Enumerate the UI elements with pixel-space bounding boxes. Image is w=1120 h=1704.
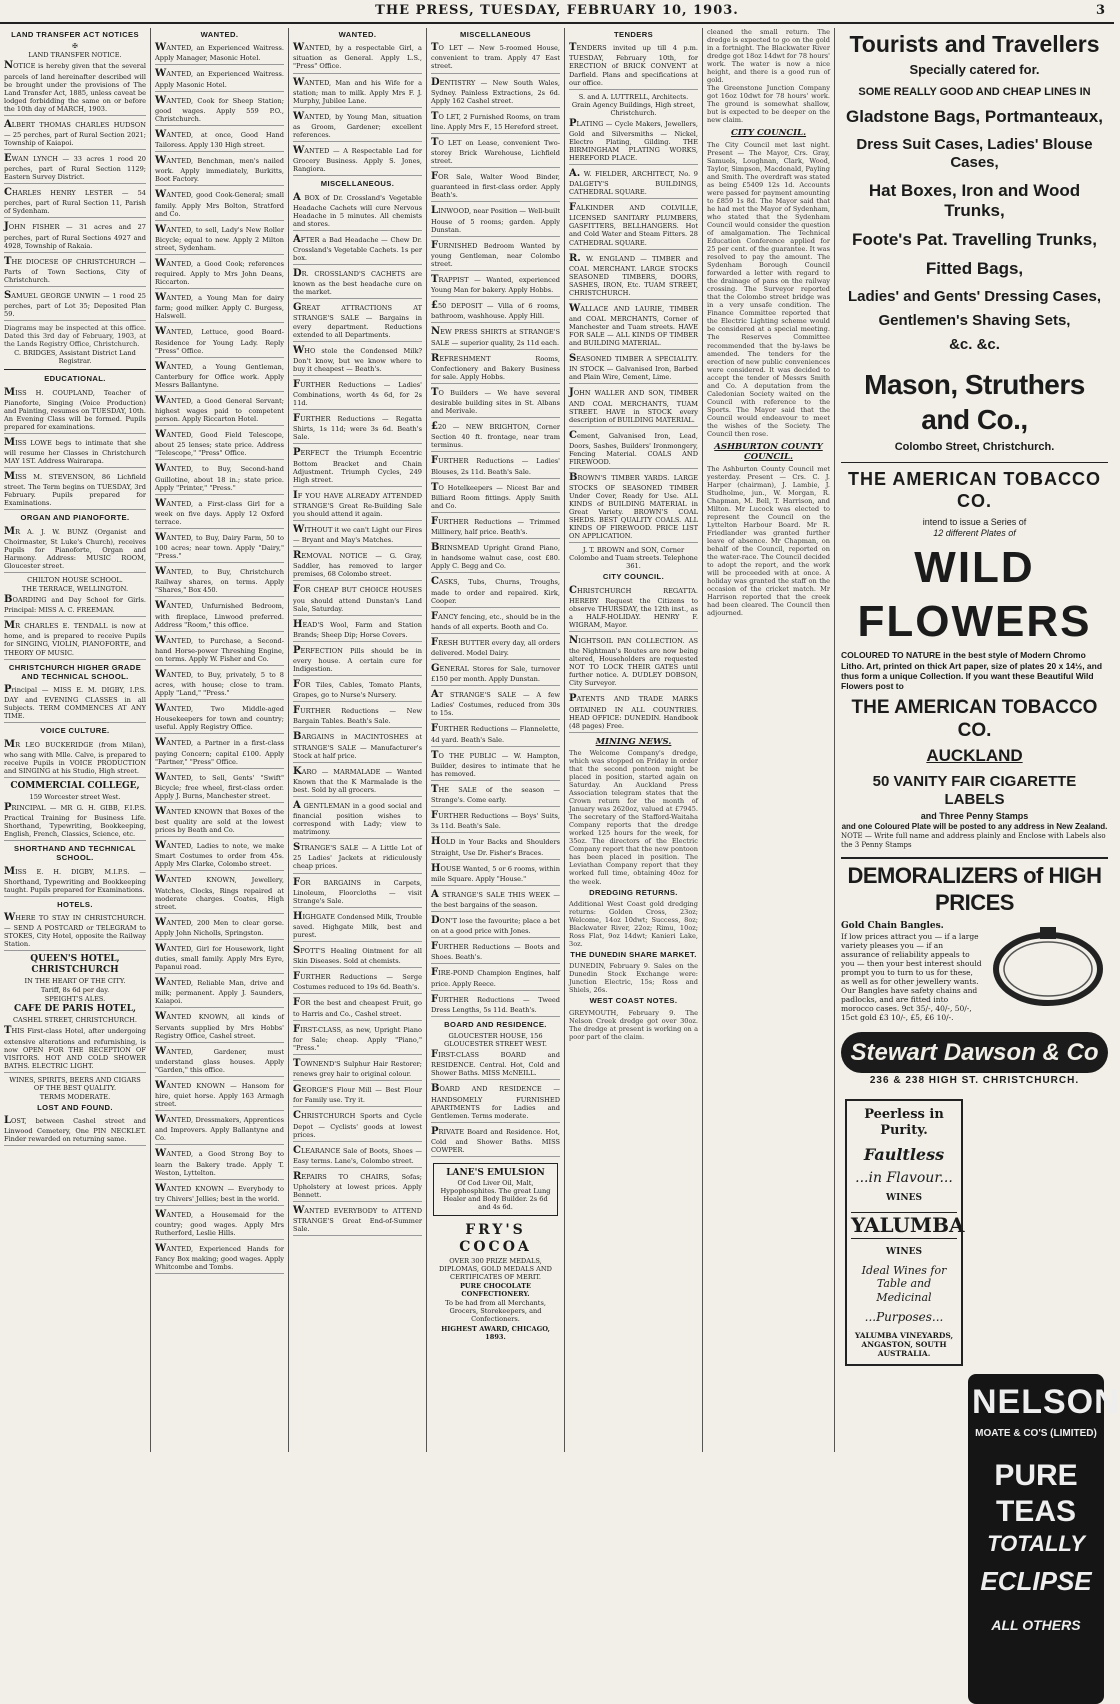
miscellaneous-ad: FURTHER Reductions — Boots and Shoes. Beath's. — [431, 941, 560, 964]
miscellaneous-ad: BARGAINS in MACINTOSHES at STRANGE'S SALE — Manufacturer's Stock at half price. — [293, 731, 422, 762]
bangle-illustration — [988, 921, 1108, 1016]
column-1 — [0, 28, 150, 1452]
miscellaneous-ad: IF YOU HAVE ALREADY ATTENDED STRANGE'S Great Re-Building Sale you should attend it again. — [293, 490, 422, 521]
browns-ad: BROWN'S TIMBER YARDS. LARGE STOCKS OF SEASONED TIMBER Under Cover, Ready for Use. ALL KINDS of BUILDING MATERIAL in Great Variety. BROWN'S COAL SHEDS. BEST QUALITY COALS. ALL KINDS OF FIREWOOD. PRICE LIST ON APPLICATION. — [569, 472, 698, 543]
miscellaneous-ad: TO LET, 2 Furnished Rooms, on tram line. Apply Mrs F., 15 Hereford street. — [431, 111, 560, 134]
miscellaneous-ad: STRANGE'S SALE — A Little Lot of 25 Ladies' Jackets at ridiculously cheap prices. — [293, 842, 422, 873]
miscellaneous-ad: FIRE-POND Champion Engines, half price. Apply Reece. — [431, 967, 560, 990]
miscellaneous-ad: TOWNEND'S Sulphur Hair Restorer; renews grey hair to original colour. — [293, 1058, 422, 1081]
voice-ad: MR LEO BUCKERIDGE (from Milan), who sang with Mlle. Calve, is prepared to receive Pupils in VOICE PRODUCTION and SINGING at his Studio, High street. — [4, 739, 146, 778]
column-5 — [564, 28, 702, 1452]
column-3 — [288, 28, 426, 1452]
miscellaneous-ad: FURTHER Reductions — Trimmed Millinery, half price. Beath's. — [431, 516, 560, 539]
wild-flowers-title: WILD FLOWERS — [857, 543, 1092, 646]
stewart-dawson-logo: Stewart Dawson & Co — [841, 1032, 1108, 1073]
nelson-totally: TOTALLY — [987, 1530, 1085, 1556]
section-heading-ashburton: ASHBURTON COUNTY COUNCIL. — [714, 441, 823, 463]
wanted-ad: WANTED, a Partner in a first-class paying Concern; capital £100. Apply "Partner," "Press" Office. — [155, 737, 284, 768]
miscellaneous-ad: FOR Sale, Walter Wood Binder, guaranteed in first-class order. Apply Beath's. — [431, 171, 560, 202]
miscellaneous-ad: FURTHER Reductions — Ladies' Combinations, worth 4s 6d, for 2s 11d. — [293, 379, 422, 410]
coloured-plate-note: and one Coloured Plate will be posted to any address in New Zealand. — [841, 822, 1108, 832]
wanted-ad: WANTED, Dressmakers, Apprentices and Improvers. Apply Ballantyne and Co. — [155, 1114, 284, 1145]
tourists-item: Hat Boxes, Iron and Wood Trunks, — [868, 180, 1081, 221]
miscellaneous-ad: FURNISHED Bedroom Wanted by young Gentleman, near Colombo street. — [431, 240, 560, 271]
wanted-ad: WANTED KNOWN — Everybody to try Chivers' Jellies; best in the world. — [155, 1183, 284, 1206]
gloucester-house: GLOUCESTER HOUSE, 156 GLOUCESTER STREET WEST. — [444, 1032, 547, 1049]
miscellaneous-ad: £20 — NEW BRIGHTON, Corner Section 40 ft. frontage, near tram terminus. — [431, 421, 560, 452]
commercial-college-title: COMMERCIAL COLLEGE, — [10, 780, 140, 791]
miscellaneous-ad: PERFECT the Triumph Eccentric Bottom Bracket and Chain Adjustment. Triumph Cycles, 249 High street. — [293, 447, 422, 486]
falkinder-ad: FALKINDER AND COLVILLE, LICENSED SANITARY PLUMBERS, GASFITTERS, BELLHANGERS. Hot and Cold Water and Steam Fitters. 28 CATHEDRAL SQUARE. — [569, 202, 698, 249]
miscellaneous-ad: A STRANGE'S SALE THIS WEEK — the best bargains of the season. — [431, 889, 560, 912]
wanted-ad: WANTED, a Good Cook; references required. Apply to Mrs John Deans, Riccarton. — [155, 258, 284, 289]
yalumba-ideal-wines: Ideal Wines for Table and Medicinal — [861, 1263, 947, 1304]
wanted-ad: WANTED, to sell, Lady's New Roller Bicycle; equal to new. Apply 2 Milton street, Sydenham. — [155, 224, 284, 255]
wanted-ad: WANTED, Man and his Wife for a station; man to milk. Apply Mrs F. J. Murphy, Jubilee Lane. — [293, 77, 422, 108]
miscellaneous-ad: KARO — MARMALADE — Wanted Known that the K Marmalade is the best. Sold by all grocers. — [293, 766, 422, 797]
divider — [4, 369, 146, 370]
frys-cocoa-chocolate: PURE CHOCOLATE CONFECTIONERY. — [459, 1282, 532, 1299]
frys-cocoa-medals: OVER 300 PRIZE MEDALS, DIPLOMAS, GOLD MEDALS AND CERTIFICATES OF MERIT. — [439, 1257, 552, 1282]
masthead — [0, 0, 1114, 24]
wanted-ad: WANTED, Unfurnished Bedroom, with fireplace, Linwood preferred. Address "Room," this office. — [155, 600, 284, 631]
frys-cocoa-title: FRY'S COCOA — [459, 1222, 532, 1256]
patents-ad: PATENTS AND TRADE MARKS OBTAINED IN ALL COUNTRIES. HEAD OFFICE: DUNEDIN. Handbook (48 pages) Free. — [569, 693, 698, 732]
wanted-ad: WANTED, Gardener, must understand glass houses. Apply "Garden," this office. — [155, 1046, 284, 1077]
west-coast-text: GREYMOUTH, February 9. The Nelson Creek dredge got over 30oz. The dredge at present is working on a poor part of the claim. — [569, 1008, 698, 1041]
write-address-note: NOTE — Write full name and address plainly and Enclose with Labels also the 3 Penny Stamps — [841, 832, 1106, 849]
wanted-ad: WANTED, Girl for Housework, light duties, small family. Apply Mrs Eyre, Papanui road. — [155, 943, 284, 974]
miscellaneous-ad: AT STRANGE'S SALE — A few Ladies' Costumes, reduced from 30s to 15s. — [431, 689, 560, 720]
wanted-ad: WANTED, to Buy, Christchurch Railway shares, on terms. Apply "Shares," Box 450. — [155, 566, 284, 597]
gold-bangles-ad — [841, 921, 982, 1022]
school-name: CHILTON HOUSE SCHOOL. — [27, 575, 123, 584]
commercial-college-address: 159 Worcester street West. — [29, 792, 121, 801]
wanted-ad: WANTED, Benchman, men's nailed work. Apply immediately, Burkitts, Boot Factory. — [155, 155, 284, 186]
miscellaneous-ad: CASKS, Tubs, Churns, Troughs, made to order and repaired. Kirk, Cooper. — [431, 576, 560, 607]
dunedin-text: DUNEDIN, February 9. Sales on the Dunedin Stock Exchange were: Junction Electric, 15s; Ross and Shiels, 26s. — [569, 962, 698, 995]
yalumba-faultless: Faultless — [863, 1144, 945, 1164]
mining-continued: cleaned the small return. The dredge is expected to go on the gold in a fortnight. The Blackwater River dredge got 18oz 14dwt for 78 hours' work. The water is now a nice height, and there is a good run of gold. — [707, 28, 830, 85]
tourists-item: Fitted Bags, — [925, 258, 1024, 278]
wanted-ad: WANTED, good Cook-General; small family. Apply Mrs Bolton, Stratford and Co. — [155, 189, 284, 220]
miscellaneous-ad: SPOTT'S Healing Ointment for all Skin Diseases. Sold at chemists. — [293, 945, 422, 968]
american-tobacco-address: THE AMERICAN TOBACCO CO. — [851, 696, 1098, 741]
miscellaneous-ad: TO Builders — We have several desirable building sites in St. Albans and Merivale. — [431, 387, 560, 418]
tourists-sub: Specially catered for. — [909, 62, 1040, 78]
regatta-notice: CHRISTCHURCH REGATTA. HEREBY Request the Citizens to observe THURSDAY, the 12th inst., as a HALF-HOLIDAY. HENRY F. WIGRAM, Mayor. — [569, 585, 698, 632]
yalumba-ad — [845, 1099, 963, 1366]
miscellaneous-ad: AFTER a Bad Headache — Chew Dr. Crossland's Vegetable Cachets. 1s per box. — [293, 234, 422, 265]
wanted-ad: WANTED, an Experienced Waitress. Apply Manager, Masonic Hotel. — [155, 42, 284, 65]
wanted-ad: WANTED KNOWN, Jewellery, Watches, Clocks, Rings repaired at moderate charges. Coates, High street. — [155, 874, 284, 913]
wanted-ad: WANTED — A Respectable Lad for Grocery Business. Apply S. Jones, Rangiora. — [293, 145, 422, 176]
wanted-ad: WANTED KNOWN that Boxes of the best quality are sold at the lowest prices by Beath and Co. — [155, 806, 284, 837]
nelson-name: NELSON — [972, 1383, 1120, 1422]
auckland-address: AUCKLAND — [926, 746, 1023, 766]
miscellaneous-ad: TO THE PUBLIC — W. Hampton, Builder, desires to intimate that he has removed. — [431, 750, 560, 781]
plating-ad: PLATING — Cycle Makers, Jewellers, Gold and Silversmiths — Nickel, Electro Plating, Gilding. THE BIRMINGHAM PLATING WORKS, HEREFORD PLACE. — [569, 118, 698, 165]
section-heading-dredging: DREDGING RETURNS. — [589, 887, 678, 897]
miscellaneous-ad: FURTHER Reductions — Flannelette, 4d yard. Beath's Sale. — [431, 723, 560, 746]
miscellaneous-ad: THE SALE of the season — Strange's. Come early. — [431, 784, 560, 807]
miscellaneous-ad: FRESH BUTTER every day, all orders delivered. Model Dairy. — [431, 637, 560, 660]
miscellaneous-list — [431, 42, 560, 1017]
column-6 — [702, 28, 834, 1452]
miscellaneous-ad: BRINSMEAD Upright Grand Piano, in handsome walnut case, cost £80. Apply C. Begg and Co. — [431, 542, 560, 573]
column-2 — [150, 28, 288, 1452]
miscellaneous-ad: TO Hotelkeepers — Nicest Bar and Billiard Room fittings. Apply Smith and Co. — [431, 482, 560, 513]
miscellaneous-ad: FOR Tiles, Cables, Tomato Plants, Grapes, go to Nurse's Nursery. — [293, 679, 422, 702]
cafe-de-paris-wines: WINES, SPIRITS, BEERS AND CIGARS OF THE BEST QUALITY. — [9, 1075, 141, 1092]
section-heading-city-council: CITY COUNCIL. — [602, 572, 665, 582]
tendall-ad: MR CHARLES E. TENDALL is now at home, and is prepared to receive Pupils for SINGING, VIOLIN, PIANOFORTE, and THEORY OF MUSIC. — [4, 620, 146, 659]
section-heading-voice: VOICE CULTURE. — [40, 726, 110, 736]
wanted-ad: WANTED, a Young Gentleman, Canterbury for Office work. Apply Messrs Ballantyne. — [155, 361, 284, 392]
section-heading-tenders: TENDERS — [613, 30, 654, 39]
newspaper-title: THE PRESS, TUESDAY, FEBRUARY 10, 1903. — [375, 3, 739, 18]
miscellaneous-ad: A BOX of Dr. Crossland's Vegetable Headache Cachets will cure Nervous Headache in 5 minutes. All chemists and stores. — [293, 192, 422, 231]
wanted-ad: WANTED, a Young Man for dairy farm; good milker. Apply C. Burgess, Halswell. — [155, 292, 284, 323]
wanted-ad: WANTED, Two Middle-aged Housekeepers for town and country; useful. Apply Registry Office. — [155, 703, 284, 734]
section-heading-miscellaneous: MISCELLANEOUS. — [320, 179, 395, 189]
tourists-item: Gladstone Bags, Portmanteaux, — [846, 107, 1103, 127]
queens-hotel-ales: SPEIGHT'S ALES. — [44, 995, 106, 1004]
miscellaneous-ad: CLEARANCE Sale of Boots, Shoes — Easy terms. Lane's, Colombo street. — [293, 1145, 422, 1168]
wanted-ad: WANTED, by Young Man, situation as Groom, Gardener; excellent references. — [293, 111, 422, 142]
section-heading-board: BOARD AND RESIDENCE. — [444, 1019, 547, 1029]
miscellaneous-ad: £50 DEPOSIT — Villa of 6 rooms, bathroom, washhouse. Apply Hill. — [431, 300, 560, 323]
miscellaneous-ad: GREAT ATTRACTIONS AT STRANGE'S SALE — Bargains in every department. Reductions extended to all Departments. — [293, 302, 422, 341]
wanted-ad: WANTED, Experienced Hands for Fancy Box making; good wages. Apply Whitcombe and Tombs. — [155, 1243, 284, 1274]
section-heading-shorthand: SHORTHAND AND TECHNICAL SCHOOL. — [14, 844, 136, 863]
tender-signature: S. and A. LUTTRELL, Architects. Grain Agency Buildings, High street, Christchurch. — [571, 92, 696, 117]
miscellaneous-ad: PERFECTION Pills should be in every house. A certain cure for Indigestion. — [293, 645, 422, 676]
page-number: 3 — [1095, 3, 1106, 18]
land-item: SAMUEL GEORGE UNWIN — 1 rood 25 perches, part of Lot 35; Deposited Plan 59. — [4, 290, 146, 321]
mining-continued-2: The Greenstone Junction Company got 16oz 10dwt for 78 hours' work. The ground is somewhat shallow, but is expected to be deeper on the new claim. — [707, 84, 830, 125]
miscellaneous-ad: WHO stole the Condensed Milk? Don't know, but we know where to buy it cheapest — Beath's. — [293, 345, 422, 376]
cafe-de-paris-address: CASHEL STREET, CHRISTCHURCH. — [13, 1016, 137, 1025]
wanted-ad: WANTED, Lettuce, good Board-Residence for Young Lady. Reply "Press" Office. — [155, 326, 284, 357]
yalumba-purposes: ...Purposes... — [864, 1310, 944, 1325]
emulsion-ad — [433, 1163, 558, 1216]
american-tobacco-title: THE AMERICAN TOBACCO CO. — [848, 469, 1101, 512]
wanted-ad: WANTED, a Good General Servant; highest wages paid to competent person. Apply Riccarton Hotel. — [155, 395, 284, 426]
wanted-ad: WANTED, a Good Strong Boy to learn the Bakery trade. Apply T. Weston, Lyttelton. — [155, 1148, 284, 1179]
section-heading-hotels: HOTELS. — [57, 899, 93, 909]
miscellaneous-ad: REFRESHMENT Rooms, Confectionery and Bakery Business for sale. Apply Hobbs. — [431, 353, 560, 384]
miscellaneous-ad: REPAIRS TO CHAIRS, Sofas; Upholstery at lowest prices. Apply Bennett. — [293, 1171, 422, 1202]
school-address: THE TERRACE, WELLINGTON. — [21, 585, 129, 593]
land-item: EWAN LYNCH — 33 acres 1 rood 20 perches, part of Rural Section 1129; Eastern Survey District. — [4, 153, 146, 184]
nelson-teas: TEAS — [995, 1495, 1076, 1529]
wanted-ad: WANTED KNOWN — Hansom for hire, quiet horse. Apply 163 Armagh street. — [155, 1080, 284, 1111]
miscellaneous-ad: FURTHER Reductions — Boys' Suits, 3s 11d. Beath's Sale. — [431, 810, 560, 833]
emulsion-title: LANE'S EMULSION — [446, 1168, 545, 1178]
land-footer: Diagrams may be inspected at this office. Dated this 3rd day of February, 1903, at the Lands Registry Office, Christchurch. — [4, 324, 146, 349]
miscellaneous-ad: DON'T lose the favourite; place a bet on at a good price with Jones. — [431, 915, 560, 938]
frys-cocoa-stockists: To be had from all Merchants, Grocers, Storekeepers, and Confectioners. — [445, 1299, 546, 1324]
land-item: THE DIOCESE OF CHRISTCHURCH — Parts of Town Sections, City of Christchurch. — [4, 256, 146, 287]
miscellaneous-ad: FOR CHEAP BUT CHOICE HOUSES you should attend Dunstan's Land Sale, Saturday. — [293, 584, 422, 615]
column-7-display-ads — [834, 28, 1120, 1634]
miscellaneous-ad: GENERAL Stores for Sale, turnover £150 per month. Apply Dunstan. — [431, 663, 560, 686]
wanted-ad: WANTED, to Buy, Dairy Farm, 50 to 100 acres; near town. Apply "Dairy," "Press." — [155, 532, 284, 563]
board-ad: PRIVATE Board and Residence. Hot, Cold and Shower Baths. MISS COWPER. — [431, 1126, 560, 1157]
section-heading-organ: ORGAN AND PIANOFORTE. — [20, 513, 130, 523]
section-heading-land: LAND TRANSFER ACT NOTICES — [11, 30, 139, 39]
shorthand-ad: MISS E. H. DIGBY, M.I.P.S. — Shorthand, Typewriting and Bookkeeping taught. Pupils prepared for Examinations. — [4, 866, 146, 897]
tourists-lines: SOME REALLY GOOD AND CHEAP LINES IN — [858, 85, 1091, 98]
organ-ad: MR A. J. W. BUNZ (Organist and Choirmaster, St Luke's Church), receives Pupils for Pianoforte, Organ and Harmony. Address: MUSIC ROOM, Gloucester street. — [4, 526, 146, 573]
tourists-title: Tourists and Travellers — [849, 31, 1100, 57]
miscellaneous-ad: FIRST-CLASS, as new, Upright Piano for Sale; cheap. Apply "Piano," "Press." — [293, 1024, 422, 1055]
wanted-ad: WANTED, 200 Men to clear gorse. Apply John Nicholls, Springston. — [155, 917, 284, 940]
miscellaneous-ad: A GENTLEMAN in a good social and financial position wishes to correspond with Lady; view to matrimony. — [293, 800, 422, 839]
hotel-ad: WHERE TO STAY IN CHRISTCHURCH. — SEND A POSTCARD or TELEGRAM to STOKES, City Hotel, opposite the Railway Station. — [4, 912, 146, 951]
nelson-teas-ad — [968, 1374, 1120, 1704]
american-tobacco-intend: intend to issue a Series of — [922, 517, 1027, 528]
tourists-item: Foote's Pat. Travelling Trunks, — [852, 230, 1097, 250]
nightsoil-notice: NIGHTSOIL PAN COLLECTION. AS the Nightman's Routes are now being altered, Householders are requested NOT TO LOCK THEIR GATES until further notice. A. DUDLEY DOBSON, City Surveyor. — [569, 635, 698, 690]
fielder-ad: A. W. FIELDER, ARCHITECT, No. 9 DALGETY'S BUILDINGS, CATHEDRAL SQUARE. — [569, 168, 698, 199]
yalumba-vineyards: YALUMBA VINEYARDS, ANGASTON, SOUTH AUSTRALIA. — [854, 1330, 954, 1358]
land-notice-title: LAND TRANSFER NOTICE. — [28, 51, 122, 60]
gold-bangles-text: If low prices attract you — if a large variety pleases you — if an assurance of reliability appeals to you — then your best interest should prompt you to turn to us for these, as well as for other jewellery wants. Our Bangles have safety chains and padlocks, and are fitted into morocco cases. 9ct 35/-, 40/-, 50/-, 15ct gold £3 10/-, £5, £6 10/-. — [841, 931, 982, 1022]
technical-ad: Principal — MISS E. M. DIGBY, I.P.S. DAY and EVENING CLASSES in all Subjects. TERM COMMENCES AT ANY TIME. — [4, 684, 146, 723]
cafe-de-paris-terms: TERMS MODERATE. — [39, 1092, 111, 1101]
land-item: ALBERT THOMAS CHARLES HUDSON — 25 perches, part of Rural Section 2021; Township of Kaiapoi. — [4, 119, 146, 150]
miscellaneous-ad: WITHOUT it we can't Light our Fires — Bryant and May's Matches. — [293, 524, 422, 547]
section-heading-dunedin: THE DUNEDIN SHARE MARKET. — [570, 949, 697, 959]
miscellaneous-ad: TO LET — New 5-roomed House, convenient to tram. Apply 47 East street. — [431, 42, 560, 73]
tender-ad: TENDERS invited up till 4 p.m. TUESDAY, February 10th, for ERECTION of BRICK CONVENT at Darfield. Plans and specifications at our office. — [569, 42, 698, 89]
miscellaneous-ad: HOUSE Wanted, 5 or 6 rooms, within mile Square. Apply "House." — [431, 863, 560, 886]
wanted-ad: WANTED, by a respectable Girl, a situation as General. Apply L.S., "Press" Office. — [293, 42, 422, 73]
miscellaneous-ad: NEW PRESS SHIRTS at STRANGE'S SALE — superior quality, 2s 11d each. — [431, 326, 560, 349]
mason-struthers-title: Mason, Struthers and Co., — [864, 369, 1085, 435]
wanted-ad: WANTED, Good Field Telescope, about 25 lenses; state price. Address "Telescope," "Press" Office. — [155, 429, 284, 460]
section-heading-technical: CHRISTCHURCH HIGHER GRADE AND TECHNICAL SCHOOL. — [8, 662, 142, 681]
tourists-item: Gentlemen's Shaving Sets, — [878, 311, 1071, 329]
section-heading-wanted: WANTED. — [338, 30, 377, 39]
bangle-icon — [988, 921, 1108, 1016]
wanted-ad: WANTED, a First-class Girl for a week on five days. Apply 12 Oxford terrace. — [155, 498, 284, 529]
miscellaneous-ad: DENTISTRY — New South Wales, Sydney. Painless Extractions, 2s 6d. Apply 162 Cashel street. — [431, 77, 560, 108]
miscellaneous-ad: HOLD in Your Backs and Shoulders Straight, Use Dr. Fisher's Braces. — [431, 836, 560, 859]
miscellaneous-ad: FURTHER Reductions — Ladies' Blouses, 2s 11d. Beath's Sale. — [431, 455, 560, 478]
land-item: JOHN FISHER — 31 acres and 27 perches, part of Rural Sections 4927 and 4928, Township of Rakaia. — [4, 221, 146, 252]
section-heading-city-council: CITY COUNCIL. — [730, 128, 807, 139]
browns-signature: J. T. BROWN and SON, Corner Colombo and Tuam streets. Telephone 361. — [569, 546, 698, 571]
divider — [841, 462, 1108, 463]
edu-ad: MISS H. COUPLAND, Teacher of Pianoforte, Singing (Voice Production) and Painting, resumes on TUESDAY, 10th. An Evening Class will be formed. Pupils prepared for examinations. — [4, 387, 146, 434]
miscellaneous-ad: WANTED EVERYBODY to ATTEND STRANGE'S Great End-of-Summer Sale. — [293, 1205, 422, 1236]
wanted-ad: WANTED KNOWN, all kinds of Servants supplied by Mrs Hobbs' Registry Office, Cashel street. — [155, 1011, 284, 1042]
miscellaneous-ad: HIGHGATE Condensed Milk, Trouble saved. Highgate Milk, best and purest. — [293, 911, 422, 942]
column-4 — [426, 28, 564, 1452]
queens-hotel-title: QUEEN'S HOTEL, CHRISTCHURCH — [30, 954, 120, 976]
tourists-item: Dress Suit Cases, Ladies' Blouse Cases, — [856, 136, 1093, 172]
wanted-list — [293, 42, 422, 176]
nelson-all-others: ALL OTHERS — [991, 1617, 1081, 1634]
miscellaneous-ad: TO LET on Lease, convenient Two-storey Brick Warehouse, Lichfield street. — [431, 137, 560, 168]
vanity-fair-labels: 50 VANITY FAIR CIGARETTE LABELS — [872, 772, 1077, 809]
wanted-ad: WANTED, Ladies to note, we make Smart Costumes to order from 45s. Apply Mrs Clarke, Colombo street. — [155, 840, 284, 871]
wanted-ad: WANTED, at once, Good Hand Tailoress. Apply 130 High street. — [155, 129, 284, 152]
crest-icon: ✠ — [72, 42, 78, 51]
mason-struthers-address: Colombo Street, Christchurch. — [894, 440, 1055, 453]
demoralizers-title: DEMORALIZERS of HIGH PRICES — [841, 857, 1108, 917]
dredging-text: Additional West Coast gold dredging returns: Golden Cross, 23oz; Welcome, 14oz 10dwt; Success, 8oz; Blackwater River, 22oz; Rimu, 10oz; Ross Flat, 9oz 14dwt; Kanieri Lake, 3oz. — [569, 899, 698, 948]
miscellaneous-ad: LINWOOD, near Position — Well-built House of 5 rooms; garden. Apply Dunstan. — [431, 205, 560, 236]
wanted-ad: WANTED, to Buy, privately, 5 to 8 acres, with house; close to tram. Apply "Land," "Press." — [155, 669, 284, 700]
american-tobacco-plates: 12 different Plates of — [933, 528, 1016, 539]
miscellaneous-ad: FOR BARGAINS in Carpets, Linoleum, Floorcloths — visit Strange's Sale. — [293, 877, 422, 908]
miscellaneous-ad: FURTHER Reductions — Tweed Dress Lengths, 5s 11d. Beath's. — [431, 994, 560, 1017]
miscellaneous-ad: DR. CROSSLAND'S CACHETS are known as the best headache cure on the market. — [293, 268, 422, 299]
land-item: CHARLES HENRY LESTER — 54 perches, part of Rural Section 11, Parish of Sydenham. — [4, 187, 146, 218]
wanted-ad: WANTED, to Buy, Second-hand Guillotine, about 18 in.; state price. Apply "Printer," "Press." — [155, 463, 284, 494]
boarding-ad: BOARDING and Day School for Girls. Principal: MISS A. C. FREEMAN. — [4, 594, 146, 617]
mining-text: The Welcome Company's dredge, which was stopped on Friday in order that the second pontoon might be placed in position, started again on Saturday. An Auckland Press Association telegram states that the Crown return for the month of January was 2620oz, valued at £7945. The secretary of the Stafford-Waitaha Company reports that the dredge worked 125 hours for the week, for 35oz. The directors of the Electric Company report that the new pontoon has been placed in position. The Leviathan Company report that they worked full time, obtaining 40oz for the week. — [569, 749, 698, 886]
stewart-dawson-address: 236 & 238 HIGH ST. CHRISTCHURCH. — [869, 1074, 1080, 1086]
yalumba-flavour: ...in Flavour... — [855, 1170, 953, 1187]
section-heading-lost-found: LOST AND FOUND. — [37, 1102, 113, 1112]
edu-ad: MISS LOWE begs to intimate that she will resume her Classes in Christchurch MAY 1ST. Address Wairarapa. — [4, 437, 146, 468]
queens-hotel-tariff: Tariff, 8s 6d per day. — [40, 986, 110, 995]
section-heading-educational: EDUCATIONAL. — [44, 374, 106, 384]
three-penny-stamps: and Three Penny Stamps — [920, 811, 1029, 822]
section-heading-mining: MINING NEWS. — [595, 736, 672, 747]
board-ad: BOARD AND RESIDENCE — HANDSOMELY FURNISHED APARTMENTS for Ladies and Gentlemen. Terms moderate. — [431, 1083, 560, 1122]
yalumba-wines-bottom: WINES — [886, 1246, 922, 1257]
miscellaneous-ad: GEORGE'S Flour Mill — Best Flour for Family use. Try it. — [293, 1084, 422, 1107]
wanted-list — [155, 42, 284, 1274]
miscellaneous-ad: HEAD'S Wool, Farm and Station Brands; Sheep Dip; Horse Covers. — [293, 619, 422, 642]
emulsion-text: Of Cod Liver Oil, Malt, Hypophosphites. The great Lung Healer and Body Builder. 2s 6d and 4s 6d. — [440, 1178, 551, 1212]
section-heading-west-coast: WEST COAST NOTES. — [589, 996, 678, 1006]
miscellaneous-ad: TRAPPIST — Wanted, experienced Young Man for bakery. Apply Hobbs. — [431, 274, 560, 297]
miscellaneous-ad: FOR the best and cheapest Fruit, go to Harris and Co., Cashel street. — [293, 997, 422, 1020]
land-notice-text: NOTICE is hereby given that the several parcels of land hereinafter described will be brought under the provisions of The Land Transfer Act, 1885, unless caveat be lodged forbidding the same on or before the 10th day of MARCH, 1903. — [4, 60, 146, 115]
wanted-ad: WANTED, to Purchase, a Second-hand Horse-power Threshing Engine, on terms. Apply W. Fisher and Co. — [155, 635, 284, 666]
wanted-ad: WANTED, to Sell, Gents' "Swift" Bicycle; free wheel, first-class order. Apply J. Burns, Manchester street. — [155, 772, 284, 803]
miscellaneous-ad: FURTHER Reductions — Regatta Shirts, 1s 11d; were 3s 6d. Beath's Sale. — [293, 413, 422, 444]
land-signature: C. BRIDGES, Assistant District Land Registrar. — [14, 349, 136, 366]
wanted-ad: WANTED, a Housemaid for the country; good wages. Apply Mrs Rutherford, Leslie Hills. — [155, 1209, 284, 1240]
england-ad: R. W. ENGLAND — TIMBER and COAL MERCHANT. LARGE STOCKS SEASONED TIMBERS, DOORS, SASHES, IRON, Etc. TUAM STREET, CHRISTCHURCH. — [569, 253, 698, 300]
wanted-ad: WANTED, Reliable Man, drive and milk; permanent. Apply J. Saunders, Kaiapoi. — [155, 977, 284, 1008]
yalumba-wines-top: WINES — [886, 1193, 922, 1204]
ashburton-report: The Ashburton County Council met yesterday. Present — Crs. C. J. Harper (chairman), J. Lambie, J. Studholme, jun., W. Morgan, R. Chapman, M. Bell, T. Harrison, and Milton. Mr Lucock was elected to represent the Council on the Lyttelton Harbour Board. Mr R. Friedlander was granted further leave of absence. Mr Chapman, on behalf of the Council, reported on the water-race. The Council decided to adopt the report, and the work will be proceeded with at once. A holiday was granted the staff on the occasion of the cricket match. Mr Harrison reported that the creek had been cleared. The Council then adjourned. — [707, 464, 830, 618]
frys-cocoa-award: HIGHEST AWARD, CHICAGO, 1893. — [441, 1324, 550, 1341]
lost-ad: LOST, between Cashel street and Linwood Cemetery, One PIN NECKLET. Finder rewarded on returning same. — [4, 1115, 146, 1146]
cement-ad: Cement, Galvanised Iron, Lead, Doors, Sashes, Builders' Ironmongery, Fencing Material. COALS AND FIREWOOD. — [569, 430, 698, 469]
commercial-college-text: PRINCIPAL — MR G. H. GIBB, F.I.P.S. Practical Training for Business Life. Shorthand, Typewriting, Bookkeeping, English, French, Classics, Science, etc. — [4, 802, 146, 841]
city-council-report: The City Council met last night. Present — The Mayor, Crs. Gray, Samuels, Loughnan, Clark, Wood, Taylor, Simpson, Macdonald, Payling and Smith. The overdraft was stated as being £5409 12s 1d. Accounts were passed for payment amounting to £859 1s 8d. The Mayor said that he had met the Mayor of Sydenham, who stated that the Sydenham Council would consider the question of amalgamation. The Technical Education Conference applied for 25 per cent. of the guarantee. It was resolved to pay the amount. The Sydenham Borough Council forwarded a letter with regard to the drainage of pans on the railway crossing. The Surveyor reported that the Colombo street bridge was in a very unsafe condition. The Finance Committee reported that the Electric Lighting scheme would be considered at a special meeting. The Reserves Committee recommended that the by-laws be amended. The tenders for the erection of new public conveniences were considered. It was decided to accept the tender of Messrs Smith and Co. A deputation from the Caledonian Society waited on the Council with reference to the Sports. The Mayor said that the Council would endeavour to meet the wishes of the Society. The Council then rose. — [707, 140, 830, 438]
wanted-ad: WANTED, an Experienced Waitress. Apply Masonic Hotel. — [155, 68, 284, 91]
wallace-ad: WALLACE AND LAURIE, TIMBER and COAL MERCHANTS, Corner of Manchester and Tuam streets. HAVE FOR SALE — ALL KINDS OF TIMBER and BUILDING MATERIAL. — [569, 303, 698, 350]
nelson-pure: PURE — [994, 1458, 1078, 1492]
miscellaneous-list — [293, 192, 422, 1237]
wanted-ad: WANTED, Cook for Sheep Station; good wages. Apply 559 P.O., Christchurch. — [155, 95, 284, 126]
edu-ad: MISS M. STEVENSON, 86 Lichfield street. The Term begins on TUESDAY, 3rd February. Pupils prepared for Examinations. — [4, 471, 146, 510]
cafe-de-paris-text: THIS First-class Hotel, after undergoing extensive alterations and refurnishing, is now OPEN FOR THE RECEPTION OF VISITORS. HOT AND COLD SHOWER BATHS. ELECTRIC LIGHT. — [4, 1025, 146, 1072]
miscellaneous-ad: CHRISTCHURCH Sports and Cycle Depot — Cyclists' goods at lowest prices. — [293, 1110, 422, 1141]
board-ad: FIRST-CLASS BOARD and RESIDENCE. Central. Hot, Cold and Shower Baths. MISS McNEILL. — [431, 1049, 560, 1080]
miscellaneous-ad: FANCY fencing, etc., should be in the hands of all experts. Booth and Co. — [431, 611, 560, 634]
section-heading-miscellaneous: MISCELLANEOUS — [459, 30, 531, 39]
wild-flowers-description: COLOURED TO NATURE in the best style of Modern Chromo Litho. Art, printed on thick Art paper, size of plates 20 x 14½, and thus form a unique Collection. If you want these Beautiful Wild Flowers post to — [841, 650, 1103, 692]
section-heading-wanted: WANTED. — [200, 30, 239, 39]
yalumba-peerless: Peerless in Purity. — [864, 1107, 944, 1139]
queens-hotel-sub: IN THE HEART OF THE CITY. — [24, 977, 126, 986]
waller-ad: JOHN WALLER AND SON, TIMBER AND COAL MERCHANTS, TUAM STREET. HAVE in STOCK every description of BUILDING MATERIAL. — [569, 387, 698, 426]
nelson-eclipse: ECLIPSE — [980, 1565, 1092, 1596]
cafe-de-paris-title: CAFE DE PARIS HOTEL, — [13, 1004, 137, 1015]
miscellaneous-ad: REMOVAL NOTICE — G. Gray, Saddler, has removed to larger premises, 68 Colombo street. — [293, 550, 422, 581]
tourists-etc: &c. &c. — [949, 336, 1000, 354]
tourists-item: Ladies' and Gents' Dressing Cases, — [847, 287, 1102, 305]
seasoned-timber-ad: SEASONED TIMBER A SPECIALITY. IN STOCK — Galvanised Iron, Barbed and Plain Wire, Cement, Lime. — [569, 353, 698, 384]
miscellaneous-ad: FURTHER Reductions — Serge Costumes reduced to 19s 6d. Beath's. — [293, 971, 422, 994]
miscellaneous-ad: FURTHER Reductions — New Bargain Tables. Beath's Sale. — [293, 705, 422, 728]
yalumba-name: YALUMBA — [851, 1213, 965, 1238]
gold-bangles-heading: Gold Chain Bangles. — [841, 920, 944, 931]
nelson-moate: MOATE & CO'S (LIMITED) — [975, 1427, 1097, 1439]
